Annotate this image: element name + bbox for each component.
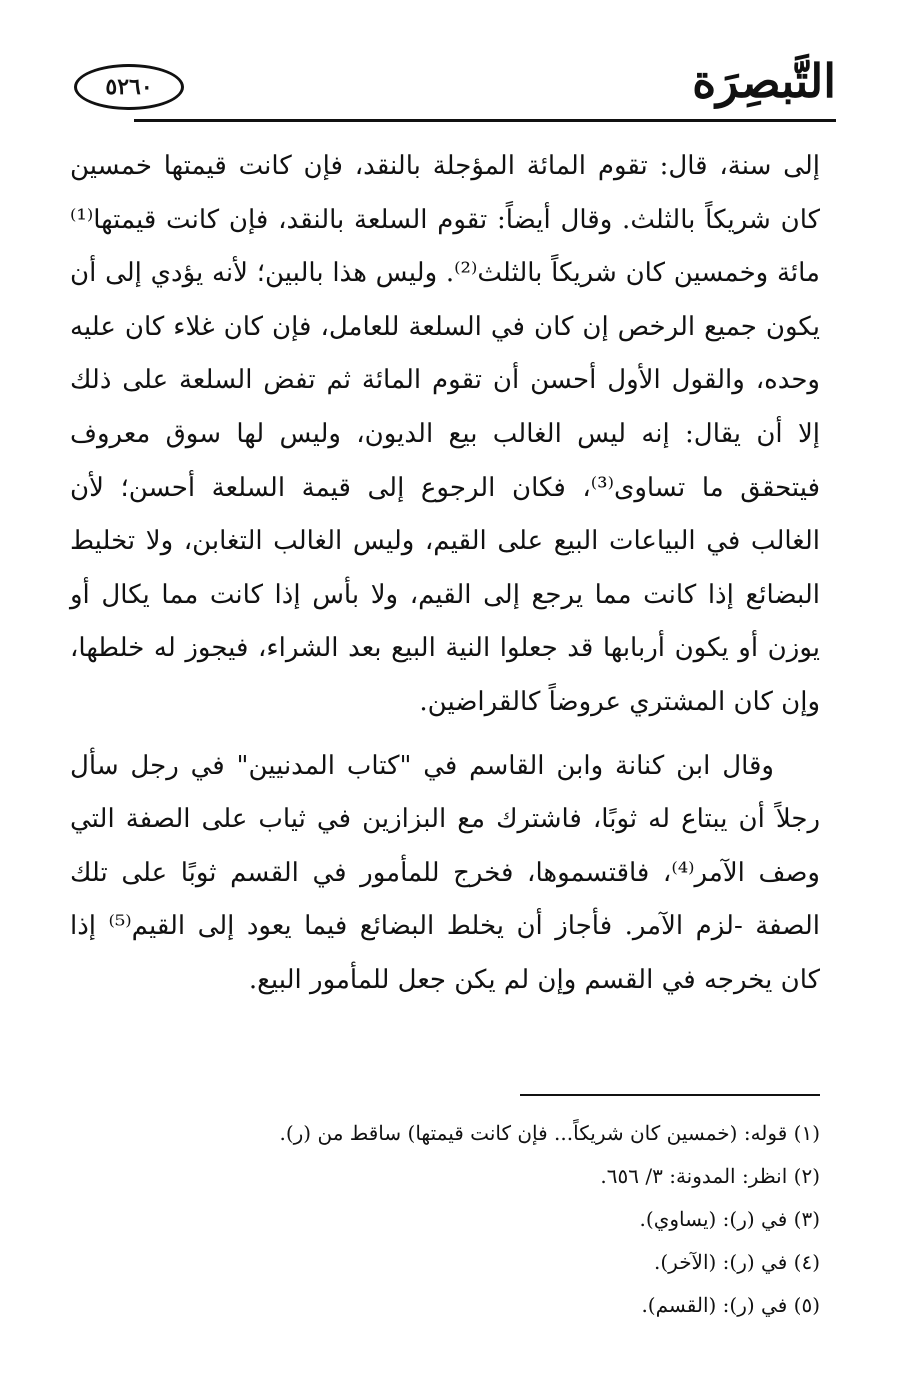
- footnote: (٢) انظر: المدونة: ٣/ ٦٥٦.: [600, 1164, 820, 1188]
- header-rule: [134, 119, 836, 122]
- page-header: [64, 52, 836, 122]
- paragraph: إلى سنة، قال: تقوم المائة المؤجلة بالنقد، فإن كانت قيمتها خمسين كان شريكاً بالثلث. وقال أيضاً: تقوم السلعة بالنقد، فإن كانت قيمتها⁽¹⁾ مائة وخمسين كان شريكاً بالثلث⁽²⁾. وليس هذا بالبين؛ لأنه يؤدي إلى أن يكون جميع الرخص إن كان في السلعة للعامل، فإن كان غلاء كان عليه وحده، والقول الأول أحسن أن تقوم المائة ثم تفض السلعة على ذلك إلا أن يقال: إنه ليس الغالب بيع الديون، وليس لها سوق معروف فيتحقق ما تساوى⁽³⁾، فكان الرجوع إلى قيمة السلعة أحسن؛ لأن الغالب في البياعات البيع على القيم، وليس الغالب التغابن، ولا تخليط البضائع إذا كانت مما يرجع إلى القيم، ولا بأس إذا كانت مما يكال أو يوزن أو يكون أربابها قد جعلوا النية البيع بعد الشراء، فيجوز له خلطها، وإن كان المشتري عروضاً كالقراضين.: [70, 151, 820, 717]
- footnote-divider: [520, 1094, 820, 1096]
- footnote: (٣) في (ر): (يساوي).: [639, 1207, 820, 1231]
- page-number-oval: [74, 64, 184, 110]
- book-title: التَّبصِرَة: [692, 54, 836, 108]
- footnote: (١) قوله: (خمسين كان شريكاً... فإن كانت قيمتها) ساقط من (ر).: [279, 1121, 820, 1145]
- footnote: (٤) في (ر): (الآخر).: [654, 1250, 820, 1274]
- footnote: (٥) في (ر): (القسم).: [641, 1293, 820, 1317]
- page-number: ٥٢٦٠: [105, 74, 153, 100]
- paragraph: وقال ابن كنانة وابن القاسم في "كتاب المدنيين" في رجل سأل رجلاً أن يبتاع له ثوبًا، فاشترك مع البزازين في ثياب على الصفة التي وصف الآمر⁽⁴⁾، فاقتسموها، فخرج للمأمور في القسم ثوبًا على تلك الصفة -لزم الآمر. فأجاز أن يخلط البضائع فيما يعود إلى القيم⁽⁵⁾ إذا كان يخرجه في القسم وإن لم يكن جعل للمأمور البيع.: [70, 750, 820, 995]
- footnotes: [100, 1112, 820, 1327]
- main-text: [70, 140, 820, 1008]
